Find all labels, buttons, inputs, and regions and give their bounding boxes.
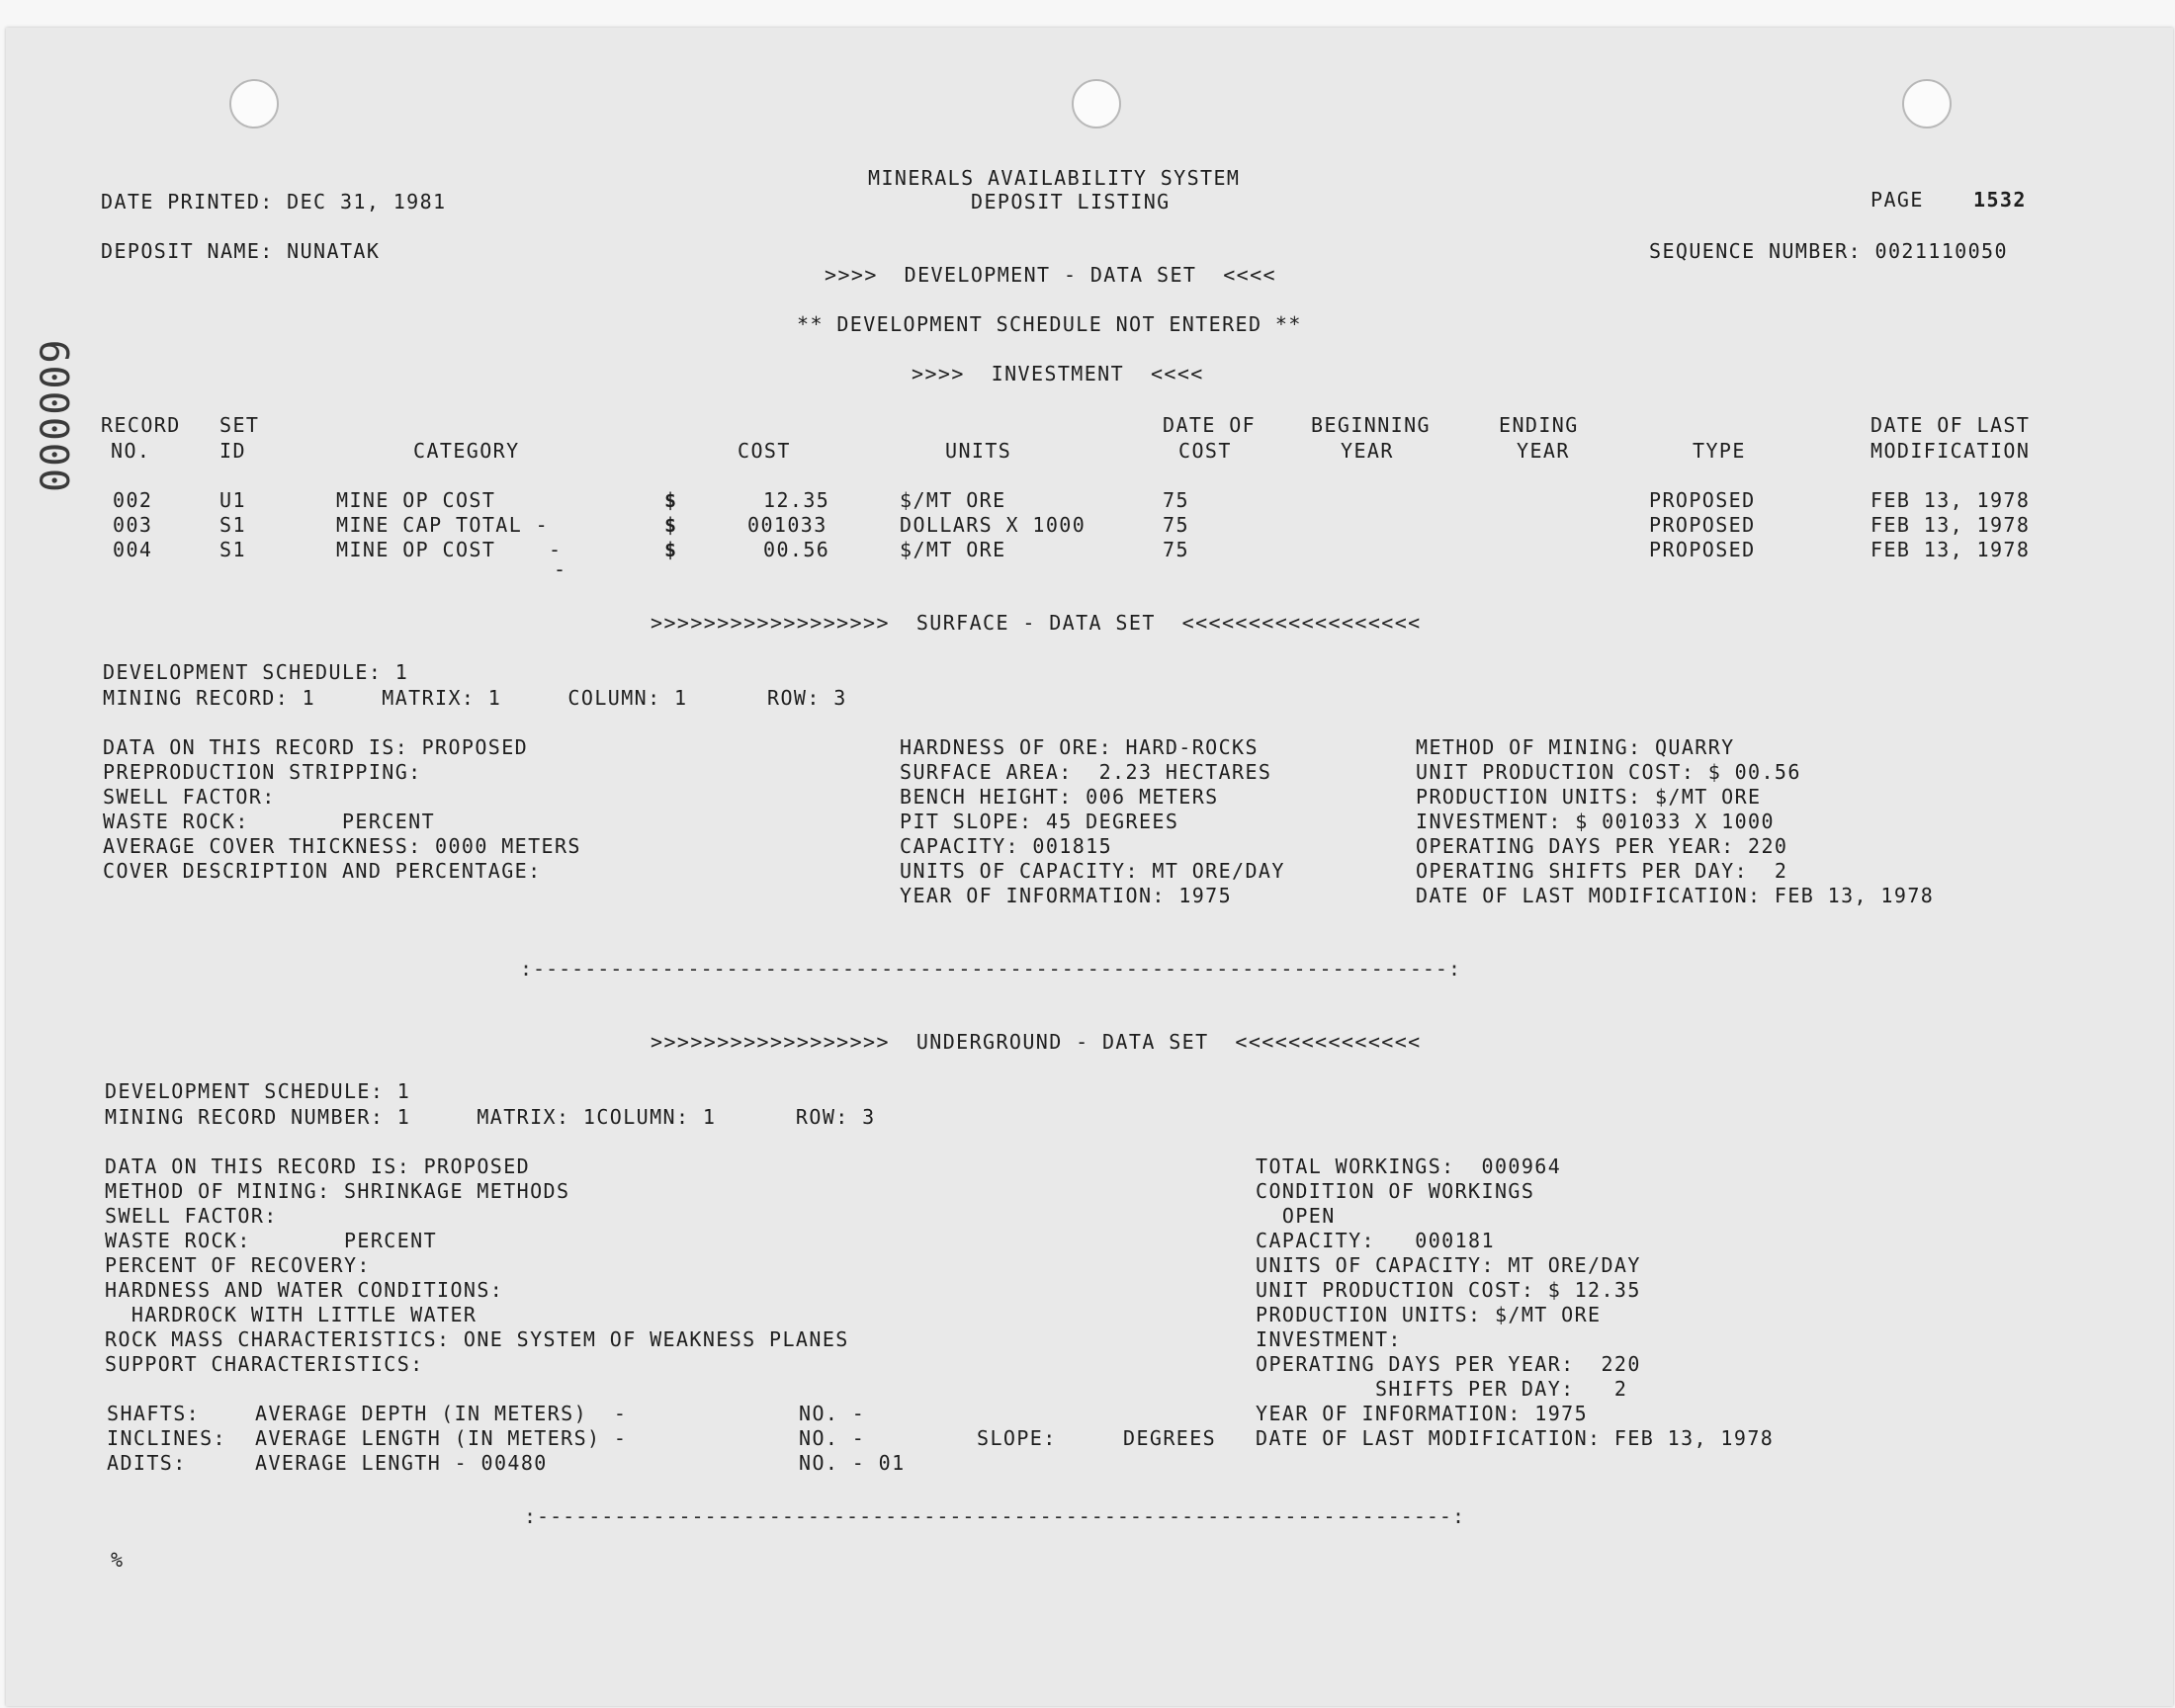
surface-middle-line: HARDNESS OF ORE: HARD-ROCKS <box>900 735 1259 759</box>
underground-left-line: DATA ON THIS RECORD IS: PROPOSED <box>105 1154 531 1178</box>
header-type: TYPE <box>1693 439 1746 463</box>
set-id: S1 <box>219 538 246 561</box>
surface-middle-line: CAPACITY: 001815 <box>900 834 1113 858</box>
surface-left-line: SWELL FACTOR: <box>103 785 276 809</box>
surface-right-line: METHOD OF MINING: QUARRY <box>1416 735 1735 759</box>
shafts-no: NO. - <box>799 1402 866 1425</box>
surface-right-line: DATE OF LAST MODIFICATION: FEB 13, 1978 <box>1416 884 1935 907</box>
development-schedule-note: ** DEVELOPMENT SCHEDULE NOT ENTERED ** <box>797 312 1302 336</box>
type: PROPOSED <box>1649 538 1756 561</box>
surface-section-title: >>>>>>>>>>>>>>>>>> SURFACE - DATA SET <<<<<<<<<<<<<<<<<< <box>651 611 1422 635</box>
inclines-label: INCLINES: <box>107 1426 226 1450</box>
header-date-cost: COST <box>1178 439 1232 463</box>
adits-label: ADITS: <box>107 1451 187 1475</box>
surface-right-line: INVESTMENT: $ 001033 X 1000 <box>1416 810 1775 833</box>
header-record: RECORD <box>101 413 181 437</box>
currency: $ <box>664 513 678 537</box>
listing-title: DEPOSIT LISTING <box>971 190 1171 214</box>
sequence-number: SEQUENCE NUMBER: 0021110050 <box>1649 239 2008 263</box>
section-divider: :-----------------------------------------------------------------------: <box>520 957 1461 981</box>
header-category: CATEGORY <box>413 439 520 463</box>
record-no: 004 <box>113 538 153 561</box>
type: PROPOSED <box>1649 513 1756 537</box>
surface-middle-line: YEAR OF INFORMATION: 1975 <box>900 884 1233 907</box>
header-record-no: NO. <box>111 439 151 463</box>
header-modification: MODIFICATION <box>1870 439 2031 463</box>
record-no: 003 <box>113 513 153 537</box>
underground-left-line: WASTE ROCK: PERCENT <box>105 1229 438 1252</box>
system-title: MINERALS AVAILABILITY SYSTEM <box>868 166 1241 190</box>
investment-section-title: >>>> INVESTMENT <<<< <box>912 362 1204 385</box>
underground-right-line: TOTAL WORKINGS: 000964 <box>1256 1154 1562 1178</box>
underground-section-title: >>>>>>>>>>>>>>>>>> UNDERGROUND - DATA SET <<<<<<<<<<<<<< <box>651 1030 1422 1054</box>
underground-left-line: ROCK MASS CHARACTERISTICS: ONE SYSTEM OF WEAKNESS PLANES <box>105 1327 849 1351</box>
punch-hole <box>229 79 279 128</box>
surface-schedule: DEVELOPMENT SCHEDULE: 1 <box>103 660 409 684</box>
surface-left-line: AVERAGE COVER THICKNESS: 0000 METERS <box>103 834 581 858</box>
surface-middle-line: BENCH HEIGHT: 006 METERS <box>900 785 1219 809</box>
set-id: U1 <box>219 488 246 512</box>
stray-dash: - <box>554 557 567 581</box>
type: PROPOSED <box>1649 488 1756 512</box>
header-units: UNITS <box>945 439 1012 463</box>
footer-mark: % <box>111 1548 125 1572</box>
modification-date: FEB 13, 1978 <box>1870 538 2031 561</box>
surface-right-line: UNIT PRODUCTION COST: $ 00.56 <box>1416 760 1801 784</box>
units: DOLLARS X 1000 <box>900 513 1087 537</box>
surface-right-line: OPERATING SHIFTS PER DAY: 2 <box>1416 859 1788 883</box>
header-ending-year: YEAR <box>1517 439 1570 463</box>
header-date-of: DATE OF <box>1163 413 1257 437</box>
printout-sheet <box>6 28 2173 1706</box>
underground-record-line: MINING RECORD NUMBER: 1 MATRIX: 1COLUMN: 1 ROW: 3 <box>105 1105 876 1129</box>
currency: $ <box>664 488 678 512</box>
category: MINE OP COST - <box>336 538 563 561</box>
underground-right-line: UNIT PRODUCTION COST: $ 12.35 <box>1256 1278 1641 1302</box>
inclines-desc: AVERAGE LENGTH (IN METERS) - <box>255 1426 628 1450</box>
development-section-title: >>>> DEVELOPMENT - DATA SET <<<< <box>825 263 1276 287</box>
adits-no: NO. - 01 <box>799 1451 906 1475</box>
underground-right-line: SHIFTS PER DAY: 2 <box>1256 1377 1628 1401</box>
page-stamp-number: 000009 <box>34 337 79 492</box>
header-set: SET <box>219 413 260 437</box>
section-divider: :-----------------------------------------------------------------------: <box>524 1504 1465 1528</box>
header-beginning-year: YEAR <box>1341 439 1394 463</box>
date-of-cost: 75 <box>1163 538 1189 561</box>
header-set-id: ID <box>219 439 246 463</box>
shafts-desc: AVERAGE DEPTH (IN METERS) - <box>255 1402 628 1425</box>
page-number: 1532 <box>1973 188 2027 212</box>
currency: $ <box>664 538 678 561</box>
cost: 00.56 <box>763 538 830 561</box>
underground-right-line: DATE OF LAST MODIFICATION: FEB 13, 1978 <box>1256 1426 1775 1450</box>
underground-right-line: UNITS OF CAPACITY: MT ORE/DAY <box>1256 1253 1641 1277</box>
underground-right-line: INVESTMENT: <box>1256 1327 1402 1351</box>
punch-hole <box>1072 79 1121 128</box>
surface-left-line: DATA ON THIS RECORD IS: PROPOSED <box>103 735 529 759</box>
inclines-degrees: DEGREES <box>1123 1426 1217 1450</box>
underground-right-line: CAPACITY: 000181 <box>1256 1229 1495 1252</box>
underground-left-line: HARDNESS AND WATER CONDITIONS: <box>105 1278 504 1302</box>
underground-right-line: CONDITION OF WORKINGS <box>1256 1179 1535 1203</box>
units: $/MT ORE <box>900 538 1006 561</box>
deposit-name: DEPOSIT NAME: NUNATAK <box>101 239 381 263</box>
shafts-label: SHAFTS: <box>107 1402 201 1425</box>
underground-right-line: OPEN <box>1256 1204 1336 1228</box>
set-id: S1 <box>219 513 246 537</box>
underground-right-line: YEAR OF INFORMATION: 1975 <box>1256 1402 1589 1425</box>
header-date-of-last: DATE OF LAST <box>1870 413 2031 437</box>
underground-left-line: SWELL FACTOR: <box>105 1204 278 1228</box>
punch-hole <box>1902 79 1952 128</box>
modification-date: FEB 13, 1978 <box>1870 513 2031 537</box>
surface-left-line: PREPRODUCTION STRIPPING: <box>103 760 422 784</box>
underground-left-line: METHOD OF MINING: SHRINKAGE METHODS <box>105 1179 570 1203</box>
cost: 001033 <box>747 513 827 537</box>
category: MINE OP COST <box>336 488 496 512</box>
surface-record-line: MINING RECORD: 1 MATRIX: 1 COLUMN: 1 ROW: 3 <box>103 686 847 710</box>
surface-middle-line: SURFACE AREA: 2.23 HECTARES <box>900 760 1272 784</box>
inclines-no: NO. - <box>799 1426 866 1450</box>
underground-left-line: SUPPORT CHARACTERISTICS: <box>105 1352 424 1376</box>
page-label: PAGE <box>1870 188 1924 212</box>
header-cost: COST <box>738 439 791 463</box>
adits-desc: AVERAGE LENGTH - 00480 <box>255 1451 548 1475</box>
modification-date: FEB 13, 1978 <box>1870 488 2031 512</box>
underground-left-line: PERCENT OF RECOVERY: <box>105 1253 371 1277</box>
inclines-slope: SLOPE: <box>977 1426 1057 1450</box>
date-printed: DATE PRINTED: DEC 31, 1981 <box>101 190 447 214</box>
header-ending: ENDING <box>1499 413 1579 437</box>
surface-right-line: OPERATING DAYS PER YEAR: 220 <box>1416 834 1788 858</box>
date-of-cost: 75 <box>1163 513 1189 537</box>
underground-schedule: DEVELOPMENT SCHEDULE: 1 <box>105 1079 411 1103</box>
underground-left-line: HARDROCK WITH LITTLE WATER <box>105 1303 478 1326</box>
cost: 12.35 <box>763 488 830 512</box>
date-of-cost: 75 <box>1163 488 1189 512</box>
surface-middle-line: UNITS OF CAPACITY: MT ORE/DAY <box>900 859 1285 883</box>
surface-right-line: PRODUCTION UNITS: $/MT ORE <box>1416 785 1762 809</box>
units: $/MT ORE <box>900 488 1006 512</box>
underground-right-line: PRODUCTION UNITS: $/MT ORE <box>1256 1303 1602 1326</box>
header-beginning: BEGINNING <box>1311 413 1431 437</box>
record-no: 002 <box>113 488 153 512</box>
underground-right-line: OPERATING DAYS PER YEAR: 220 <box>1256 1352 1641 1376</box>
surface-left-line: COVER DESCRIPTION AND PERCENTAGE: <box>103 859 542 883</box>
category: MINE CAP TOTAL - <box>336 513 550 537</box>
surface-left-line: WASTE ROCK: PERCENT <box>103 810 436 833</box>
surface-middle-line: PIT SLOPE: 45 DEGREES <box>900 810 1179 833</box>
